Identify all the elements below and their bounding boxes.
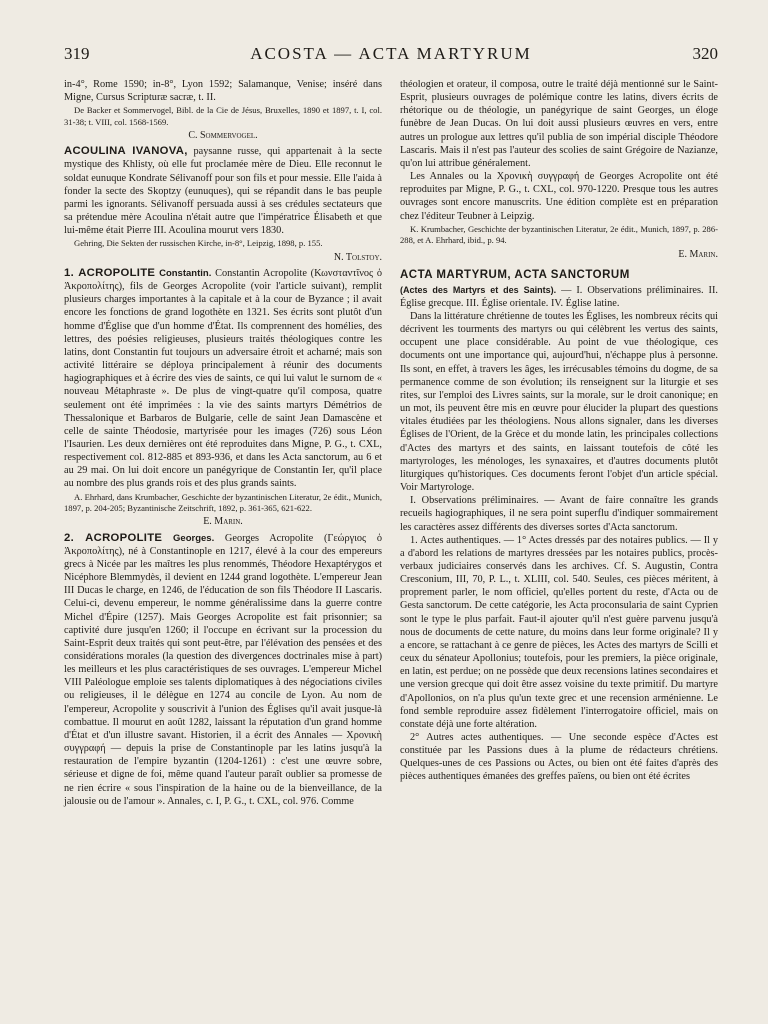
paragraph: Dans la littérature chrétienne de toutes les Églises, les nombreux récits qui décrivent les tourments des martyrs ou qui célèbrent les vertus des saints, occupent une place considérable. Au point de vue théologique, ces documents ont une importance qui, aujourd'hui, n'échappe plus à personne. Ils sont, en effet, à travers les âges, les irrécusables témoins du dogme, de sa permanence comme de son évolution; ils renseignent sur la liturgie et ses rites, sur l'emploi des Livres saints, sur la morale, sur le droit canonique; en un mot, ils peuvent être mis en œuvre pour élucider la plupart des questions vitales étudiées par les théologiens. Nous allons signaler, dans les diverses Églises de l'Orient, de la Grèce et du monde latin, les principales collections d'Actes des martyrs et des saints, en laissant toutefois de côté les martyrologes, les ménologes, les synaxaires, et d'autres documents plutôt liturgiques qu'historiques. Ces documents feront l'objet d'un article spécial. Voir Martyrologe. (400, 311, 718, 494)
entry-acropolite-georges (64, 532, 382, 808)
paragraph: in-4°, Rome 1590; in-8°, Lyon 1592; Salamanque, Venise; inséré dans Migne, Cursus Scripturæ sacræ, t. II. (64, 79, 382, 104)
section-heading: ACTA MARTYRUM, ACTA SANCTORUM (400, 268, 630, 281)
bibliography: De Backer et Sommervogel, Bibl. de la Cie de Jésus, Bruxelles, 1890 et 1897, t. I, col. 31-38; t. VIII, col. 1568-1569. (64, 105, 382, 127)
section-outline: — I. Observations préliminaires. II. Église grecque. III. Église orientale. IV. Église latine. (400, 284, 718, 309)
left-column (64, 78, 382, 808)
entry-text: Constantin Acropolite (Κωνσταντῖνος ὁ Ἀκροπολίτης), fils de Georges Acropolite (voir l'article suivant), remplit plusieurs charges importantes à la capitale et à la cour de Byzance ; il avait encore les fonctions de grand logothète en 1321. Ses écrits sont plutôt d'un homme d'Église que d'un homme d'État. Ils comprennent des homélies, des lettres, des poésies religieuses, plusieurs traités théologiques contre les latins, dont Constantin fut toujours un adversaire étroit et acharné; mais son activité littéraire se déploya principalement à réunir des documents hagiographiques et à écrire des vies de saints, ce qui lui valut le surnom de « nouveau Métaphraste ». De plus de vingt-quatre qu'il composa, quatre seulement ont été imprimées : la vie des saints martyrs Démétrios de Thessalonique et Barbaros de Bulgarie, celle de saint Jean Damascène et celle de sainte Théodosie, martyrisée pour les images (726) sous Léon l'Isaurien. Les deux dernières ont été reproduites dans Migne, P. G., t. CXL, respectivement col. 812-885 et 893-936, et dans les Acta sanctorum, au 6 et au 29 mai. On lui doit encore un panégyrique de Constantin Ier, qu'il place au nombre des plus grands rois et des plus grands saints. (64, 267, 382, 490)
paragraph: théologien et orateur, il composa, outre le traité déjà mentionné sur le Saint-Esprit, plusieurs ouvrages de polémique contre les latins, divers écrits de rhétorique ou de théologie, un panégyrique de saint Georges, un éloge funèbre de Jean Ducas. On lui doit aussi plusieurs œuvres en vers, entre autres un prologue aux lettres qu'il publia de son impérial disciple Théodore Lascaris. Mais il n'est pas l'auteur des scolies de saint Grégoire de Nazianze, qu'on lui attribue généralement. (400, 79, 718, 169)
entry-subheading: Georges. (162, 532, 215, 544)
paragraph: Les Annales ou la Χρονικὴ συγγραφή de Georges Acropolite ont été reproduites par Migne, P. G., t. CXL, col. 970-1220. Presque tous les autres ouvrages sont encore manuscrits. Une édition complète est en préparation chez l'éditeur Teubner à Leipzig. (400, 171, 718, 222)
entry-acoulina (64, 145, 382, 237)
entry-acropolite-constantin (64, 267, 382, 491)
paragraph: 1. Actes authentiques. — 1° Actes dressés par des notaires publics. — Il y a d'abord les relations de martyres dressées par les notaires publics, procès-verbaux judiciaires conservés dans les archives. Cf. S. Augustin, Contra Cresconium, III, 70, P. L., t. XLIII, col. 540. Seules, ces pièces méritent, à proprement parler, le nom officiel, qu'elles portent du reste, d'Acta ou de Gesta sanctorum. De cette catégorie, les Acta proconsularia de saint Cyprien sont le type le plus parfait. Faut-il ajouter qu'il n'est guère parvenu jusqu'à nous de documents de cette nature, du moins dans leur forme originale? Il y a encore, se rattachant à ce genre de pièces, les Actes des martyrs de Scilli et ceux du sénateur Apollonius; toutefois, pour les premiers, la pièce originale, en latin, est perdue; on ne possède que deux recensions latines secondaires et une version grecque qui doit être assez voisine du texte primitif. Du martyre d'Apollonios, on n'a plus qu'un texte grec et une recension arménienne. Le fond semble reproduire assez fidèlement l'interrogatoire officiel, mais on constate déjà une forte altération. (400, 534, 718, 730)
entry-heading: 1. ACROPOLITE (64, 266, 156, 279)
running-title: ACOSTA — ACTA MARTYRUM (250, 44, 532, 63)
section-subheading: (Actes des Martyrs et des Saints). (400, 284, 557, 295)
signature: N. Tolstoy. (333, 251, 382, 263)
entry-text: Georges Acropolite (Γεώργιος ὁ Ἀκροπολίτης), né à Constantinople en 1217, élevé à la cour des empereurs grecs à Nicée par les maîtres les plus renommés, Théodore Hexaptérygos et Nicéphore Blemmydès, il devient en 1244 grand logothète. L'empereur Jean III Ducas le charge, en 1246, de l'éducation de son fils Théodore II Lascaris. Celui-ci, devenu empereur, le nomme généralissime dans la guerre contre Michel d'Épire (1257). Mais Georges Acropolite est fait prisonnier; sa captivité dure jusqu'en 1260; il l'occupe en écrivant sur la procession du Saint-Esprit deux traités qui sont peut-être, par l'élévation des pensées et des considérations morales (la question des divergences doctrinales mise à part) les meilleurs et les plus caractéristiques de ses ouvrages. L'empereur Michel VIII Paléologue emploie ses talents diplomatiques à des négociations civiles ou religieuses, il le délègue en 1274 au concile de Lyon. Au nom de l'empereur, Acropolite y souscrivit à l'union des Églises qu'il avait jusque-là combattue. Il mourut en août 1282, laissant la réputation d'un grand homme d'État et d'un illustre savant. Historien, il a écrit des Annales — Χρονικὴ συγγραφή — depuis la prise de Constantinople par les latins jusqu'à la restauration de l'empire byzantin (1204-1261) : c'est une œuvre sobre, sérieuse et digne de foi, même quand l'auteur paraît oublier sa promesse de ne rien écrire « sous l'inspiration de la haine ou de la bienveillance, de la jalousie ou de l'amour ». Annales, c. I, P. G., t. CXL, col. 976. Comme (64, 532, 382, 807)
bibliography: A. Ehrhard, dans Krumbacher, Geschichte der byzantinischen Literatur, 2e édit., Munich, 1897, p. 204-205; Byzantinische Zeitschrift, 1892, p. 361-365, 621-622. (64, 491, 382, 513)
entry-heading: 2. ACROPOLITE (64, 531, 163, 544)
bibliography: Gehring, Die Sekten der russischen Kirche, in-8°, Leipzig, 1898, p. 155. (74, 238, 323, 249)
page-number-right: 320 (692, 44, 718, 63)
right-column (400, 78, 718, 784)
page-header (64, 44, 718, 68)
entry-subheading: Constantin. (155, 267, 212, 279)
paragraph: 2° Autres actes authentiques. — Une seconde espèce d'Actes est constituée par les Passions dues à la plume de rédacteurs chrétiens. Quelques-unes de ces Passions ou Actes, ou bien ont été faites d'après des pièces authentiques émanées des greffes païens, ou bien ont été écrites (400, 732, 718, 783)
bibliography: K. Krumbacher, Geschichte der byzantinischen Literatur, 2e édit., Munich, 1897, p. 286-288, et A. Ehrhard, ibid., p. 94. (400, 223, 718, 246)
section-intro (400, 284, 718, 310)
entry-heading: ACOULINA IVANOVA, (64, 145, 188, 158)
signature: E. Marin. (678, 248, 718, 260)
signature: C. Sommervogel. (188, 130, 258, 142)
page-number-left: 319 (64, 44, 90, 63)
signature: E. Marin. (203, 516, 243, 528)
paragraph: I. Observations préliminaires. — Avant de faire connaître les grands recueils hagiographiques, il ne sera point superflu d'indiquer sommairement les caractères assez différents des diverses sortes d'Acta sanctorum. (400, 495, 718, 533)
entry-text: paysanne russe, qui appartenait à la secte mystique des Khlisty, où elle fut proclamée mère de Dieu. Elle reconnut le soldat eunuque Kondrate Sélivanoff pour son fils et pour messie. Elle l'aida à fonder la secte des Skoptzy (eunuques), qui se répandit dans le bas peuple parmi les ignorants. Sélivanoff persuada aussi à ses crédules sectateurs que sa prétendue mère Acoulina n'était autre que l'impératrice Élisabeth et que lui-même était Pierre III. Acoulina mourut vers 1830. (64, 146, 383, 237)
